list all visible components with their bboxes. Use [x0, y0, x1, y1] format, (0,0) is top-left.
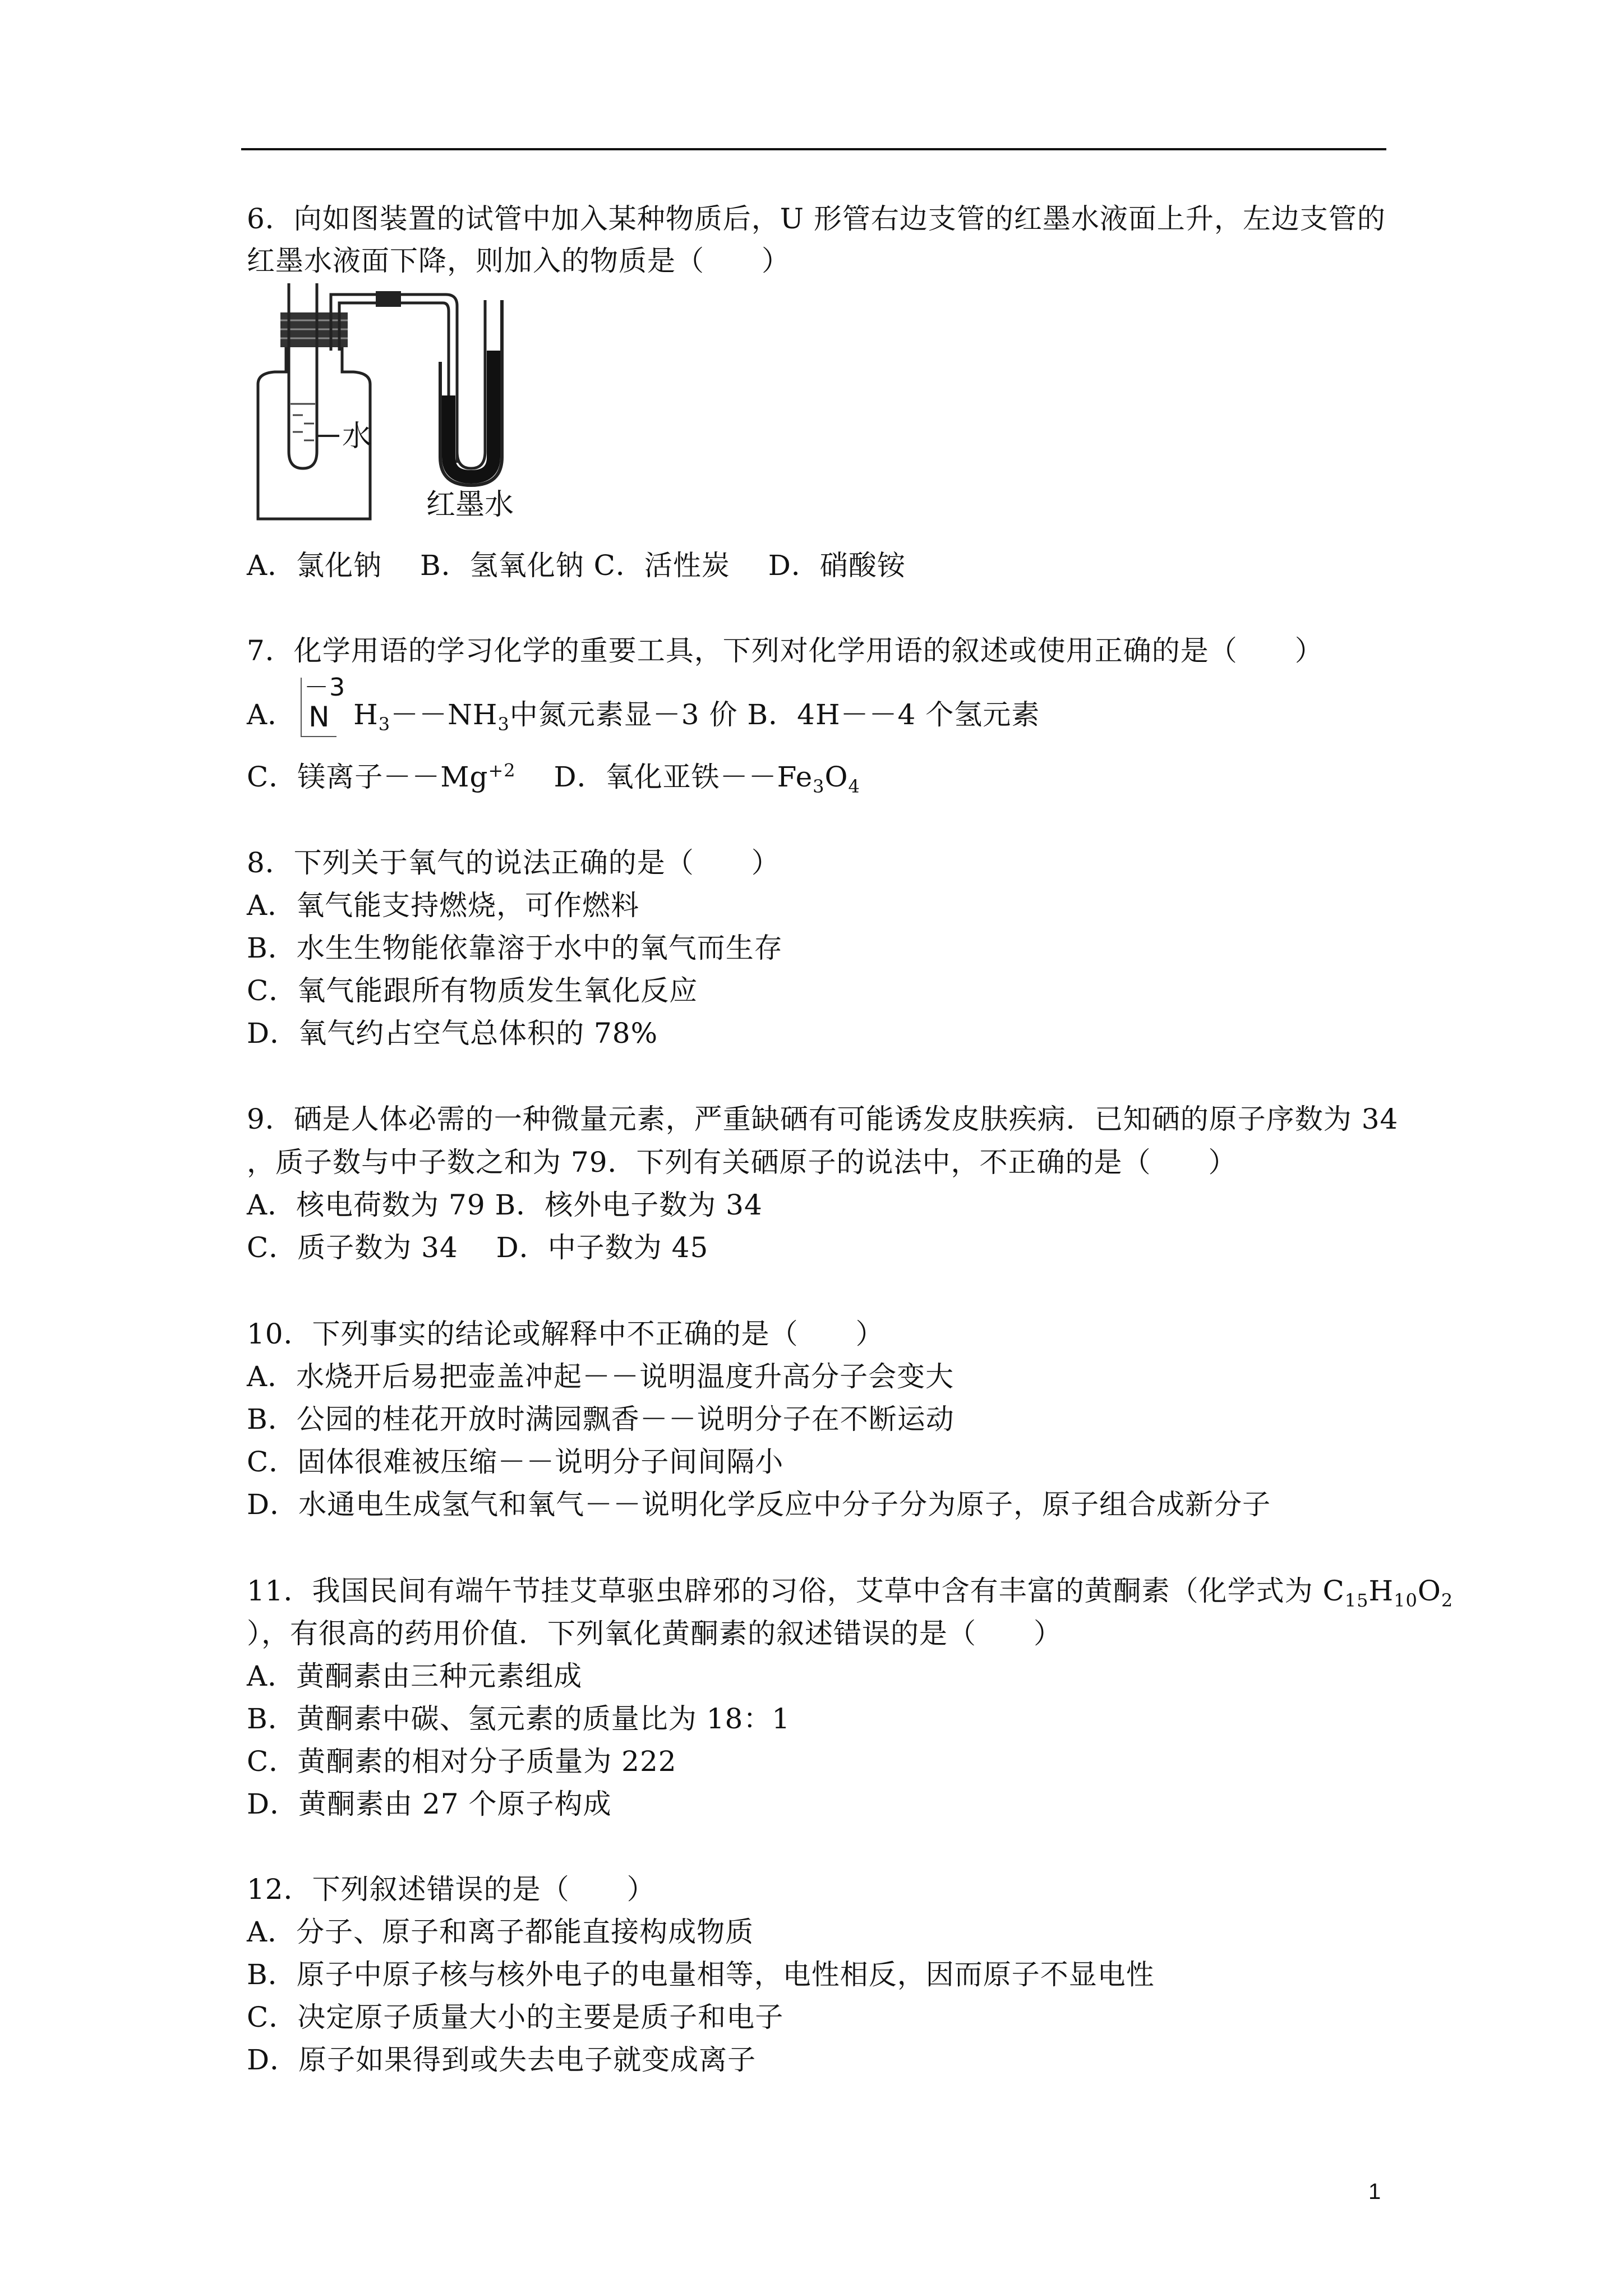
q8-option-a: A．氧气能支持燃烧，可作燃料 — [247, 889, 640, 922]
q12-stem: 12．下列叙述错误的是（ ） — [247, 1873, 656, 1906]
q11-option-d: D．黄酮素由 27 个原子构成 — [247, 1788, 612, 1820]
q7-valence-symbol — [296, 673, 346, 734]
q10-option-b: B．公园的桂花开放时满园飘香－－说明分子在不断运动 — [247, 1403, 955, 1435]
q12-option-d: D．原子如果得到或失去电子就变成离子 — [247, 2044, 757, 2076]
page-number: 1 — [1368, 2179, 1381, 2204]
q7-valence-number: －3 — [304, 673, 346, 702]
q6-label-red-ink: 红墨水 — [426, 488, 514, 522]
q7-stem: 7．化学用语的学习化学的重要工具，下列对化学用语的叙述或使用正确的是（ ） — [247, 634, 1324, 667]
q11-stem-line1: 11．我国民间有端午节挂艾草驱虫辟邪的习俗，艾草中含有丰富的黄酮素（化学式为 $C_{15}H_{10}O_2$ — [247, 1575, 1454, 1611]
q10-option-a: A．水烧开后易把壶盖冲起－－说明温度升高分子会变大 — [247, 1360, 955, 1393]
q10-option-d: D．水通电生成氢气和氧气－－说明化学反应中分子分为原子，原子组合成新分子 — [247, 1488, 1271, 1521]
q7-option-cd: C．镁离子$--Mg^{+2}$ D．氧化亚铁$--Fe_3O_4$ — [247, 760, 860, 797]
q11-stem-line2: ），有很高的药用价值．下列氧化黄酮素的叙述错误的是（ ） — [247, 1617, 1062, 1650]
q12-option-b: B．原子中原子核与核外电子的电量相等，电性相反，因而原子不显电性 — [247, 1958, 1155, 1991]
q11-option-a: A．黄酮素由三种元素组成 — [247, 1660, 583, 1692]
q12-option-a: A．分子、原子和离子都能直接构成物质 — [247, 1916, 754, 1948]
q7-a-prefix: A． — [247, 698, 297, 731]
q7-valence-element: N — [308, 701, 330, 733]
q8-option-c: C．氧气能跟所有物质发生氧化反应 — [247, 974, 698, 1007]
q8-stem: 8．下列关于氧气的说法正确的是（ ） — [247, 846, 780, 879]
q6-stem-line1: 6．向如图装置的试管中加入某种物质后，U 形管右边支管的红墨水液面上升，左边支管的 — [247, 203, 1386, 235]
q11-option-c: C．黄酮素的相对分子质量为 222 — [247, 1745, 677, 1778]
q9-option-cd: C．质子数为 34 D．中子数为 45 — [247, 1231, 709, 1264]
q6-options: A．氯化钠 B．氢氧化钠 C．活性炭 D．硝酸铵 — [247, 549, 906, 582]
q10-stem: 10．下列事实的结论或解释中不正确的是（ ） — [247, 1318, 884, 1350]
q9-stem-line2: ，质子数与中子数之和为 79．下列有关硒原子的说法中，不正确的是（ ） — [247, 1146, 1237, 1179]
q9-option-ab: A．核电荷数为 79 B．核外电子数为 34 — [247, 1189, 763, 1221]
q10-option-c: C．固体很难被压缩－－说明分子间间隔小 — [247, 1446, 784, 1478]
header-rule — [241, 148, 1386, 150]
q9-stem-line1: 9．硒是人体必需的一种微量元素，严重缺硒有可能诱发皮肤疾病．已知硒的原子序数为 34 — [247, 1103, 1399, 1135]
q6-apparatus-figure — [241, 283, 544, 522]
q6-stem-line2: 红墨水液面下降，则加入的物质是（ ） — [247, 245, 790, 277]
q8-option-d: D．氧气约占空气总体积的 78% — [247, 1017, 658, 1050]
q12-option-c: C．决定原子质量大小的主要是质子和电子 — [247, 2001, 784, 2033]
q8-option-b: B．水生生物能依靠溶于水中的氧气而生存 — [247, 932, 783, 964]
q7-option-ab: A． －3 N $H_3--NH_3$中氮元素显－3 价 B．4H－－4 个氢元素 — [247, 698, 1040, 734]
q6-label-water: 水 — [342, 420, 372, 453]
q11-option-b: B．黄酮素中碳、氢元素的质量比为 18：1 — [247, 1703, 791, 1735]
